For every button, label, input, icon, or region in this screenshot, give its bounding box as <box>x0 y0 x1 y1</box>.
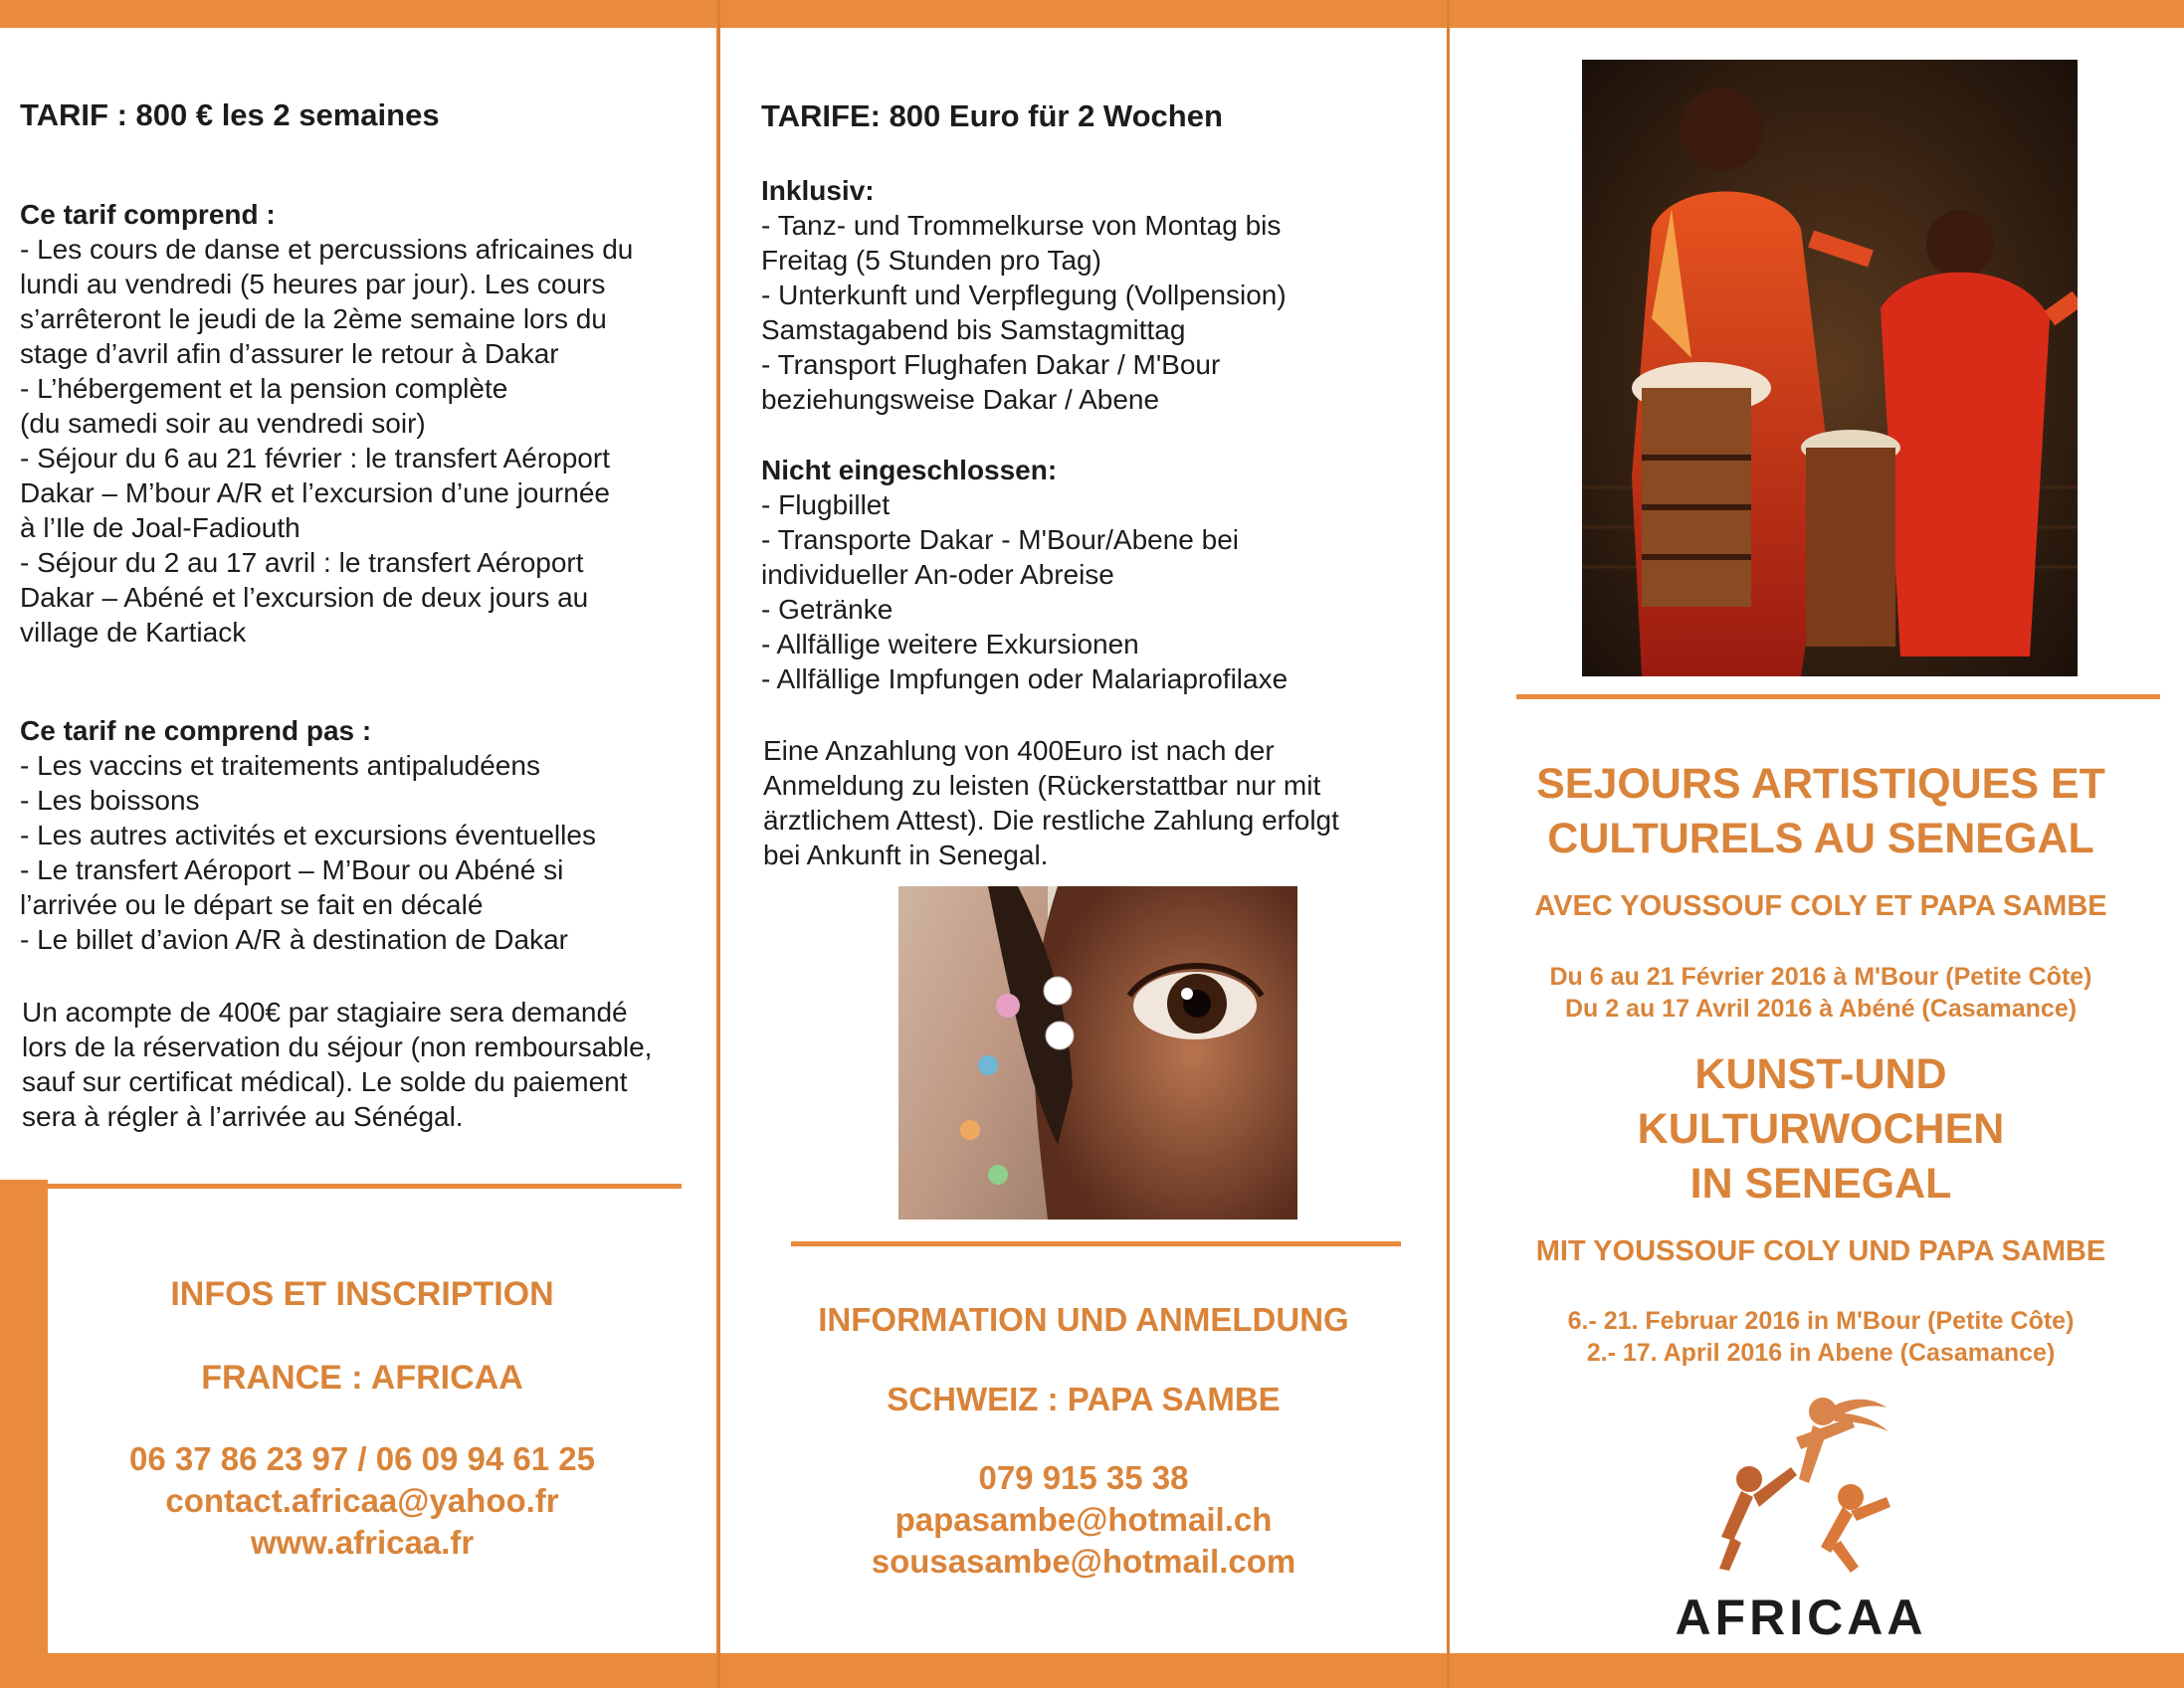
dancer-photo <box>1582 60 2078 676</box>
middle-email-1[interactable]: papasambe@hotmail.ch <box>894 1501 1273 1538</box>
title-de: KUNST-UND KULTURWOCHEN IN SENEGAL <box>1637 1050 2005 1208</box>
left-phone: 06 37 86 23 97 / 06 09 94 61 25 <box>129 1440 595 1477</box>
africaa-logo-text: AFRICAA <box>1675 1590 1927 1645</box>
africaa-logo-graphic <box>1701 1388 1900 1577</box>
middle-deposit-text: Eine Anzahlung von 400Euro ist nach der Anmeldung zu leisten (Rückerstattbar nur mit ärztlichem Attest). Die restliche Zahlung erfolgt bei Ankunft in Senegal. <box>763 735 1339 870</box>
left-includes-text: - Les cours de danse et percussions africaines du lundi au vendredi (5 heures par jour). Les cours s’arrêteront le jeudi de la 2ème semaine lors du stage d’avril afin d’assurer le retour à Dakar - L’hébergement et la pension complète (du samedi soir au vendredi soir) - Séjour du 6 au 21 février : le transfert Aéroport Dakar – M’bour A/R et l’excursion d’une journée à l’Ile de Joal-Fadiouth - Séjour du 2 au 17 avril : le transfert Aéroport Dakar – Abéné et l’excursion de deux jours au village de Kartiack <box>20 234 634 648</box>
left-email[interactable]: contact.africaa@yahoo.fr <box>165 1482 559 1519</box>
middle-excludes-heading: Nicht eingeschlossen: <box>761 455 1058 485</box>
left-info-heading: INFOS ET INSCRIPTION <box>170 1275 554 1313</box>
middle-info-heading: INFORMATION UND ANMELDUNG <box>818 1301 1349 1338</box>
left-tarif: TARIF : 800 € les 2 semaines <box>20 97 440 132</box>
middle-email-2[interactable]: sousasambe@hotmail.com <box>871 1543 1296 1580</box>
left-deposit-text: Un acompte de 400€ par stagiaire sera demandé lors de la réservation du séjour (non remboursable, sauf sur certificat médical). Le solde du paiement sera à régler à l’arrivée au Sénégal. <box>22 997 653 1132</box>
right-divider <box>1516 694 2160 699</box>
left-country: FRANCE : AFRICAA <box>201 1359 523 1397</box>
title-fr: SEJOURS ARTISTIQUES ET CULTURELS AU SENEGAL <box>1536 760 2105 862</box>
girl-eye-photo <box>898 886 1297 1219</box>
with-fr: AVEC YOUSSOUF COLY ET PAPA SAMBE <box>1534 890 2107 922</box>
left-excludes-heading: Ce tarif ne comprend pas : <box>20 715 372 746</box>
left-includes-heading: Ce tarif comprend : <box>20 199 276 230</box>
middle-includes-heading: Inklusiv: <box>761 175 875 206</box>
left-website[interactable]: www.africaa.fr <box>250 1524 475 1561</box>
middle-divider <box>791 1241 1401 1246</box>
left-panel-bottom <box>48 1180 716 1653</box>
with-de: MIT YOUSSOUF COLY UND PAPA SAMBE <box>1535 1235 2106 1267</box>
left-excludes-text: - Les vaccins et traitements antipaludéens - Les boissons - Les autres activités et excursions éventuelles - Le transfert Aéroport – M’Bour ou Abéné si l’arrivée ou le départ se fait en décalé - Le billet d’avion A/R à destination de Dakar <box>20 750 596 955</box>
middle-tarif: TARIFE: 800 Euro für 2 Wochen <box>761 98 1223 133</box>
middle-country: SCHWEIZ : PAPA SAMBE <box>887 1381 1281 1417</box>
dates-de: 6.- 21. Februar 2016 in M'Bour (Petite Côte) 2.- 17. April 2016 in Abene (Casamance) <box>1567 1307 2075 1367</box>
middle-excludes-text: - Flugbillet - Transporte Dakar - M'Bour/Abene bei individueller An-oder Abreise - Getränke - Allfällige weitere Exkursionen - Allfällige Impfungen oder Malariaprofilaxe <box>761 489 1289 694</box>
middle-includes-text: - Tanz- und Trommelkurse von Montag bis Freitag (5 Stunden pro Tag) - Unterkunft und Verpflegung (Vollpension) Samstagabend bis Samstagmittag - Transport Flughafen Dakar / M'Bour beziehungsweise Dakar / Abene <box>761 210 1287 415</box>
dates-fr: Du 6 au 21 Février 2016 à M'Bour (Petite Côte) Du 2 au 17 Avril 2016 à Abéné (Casamance) <box>1549 963 2092 1023</box>
middle-phone: 079 915 35 38 <box>978 1459 1189 1496</box>
left-divider <box>48 1184 682 1189</box>
